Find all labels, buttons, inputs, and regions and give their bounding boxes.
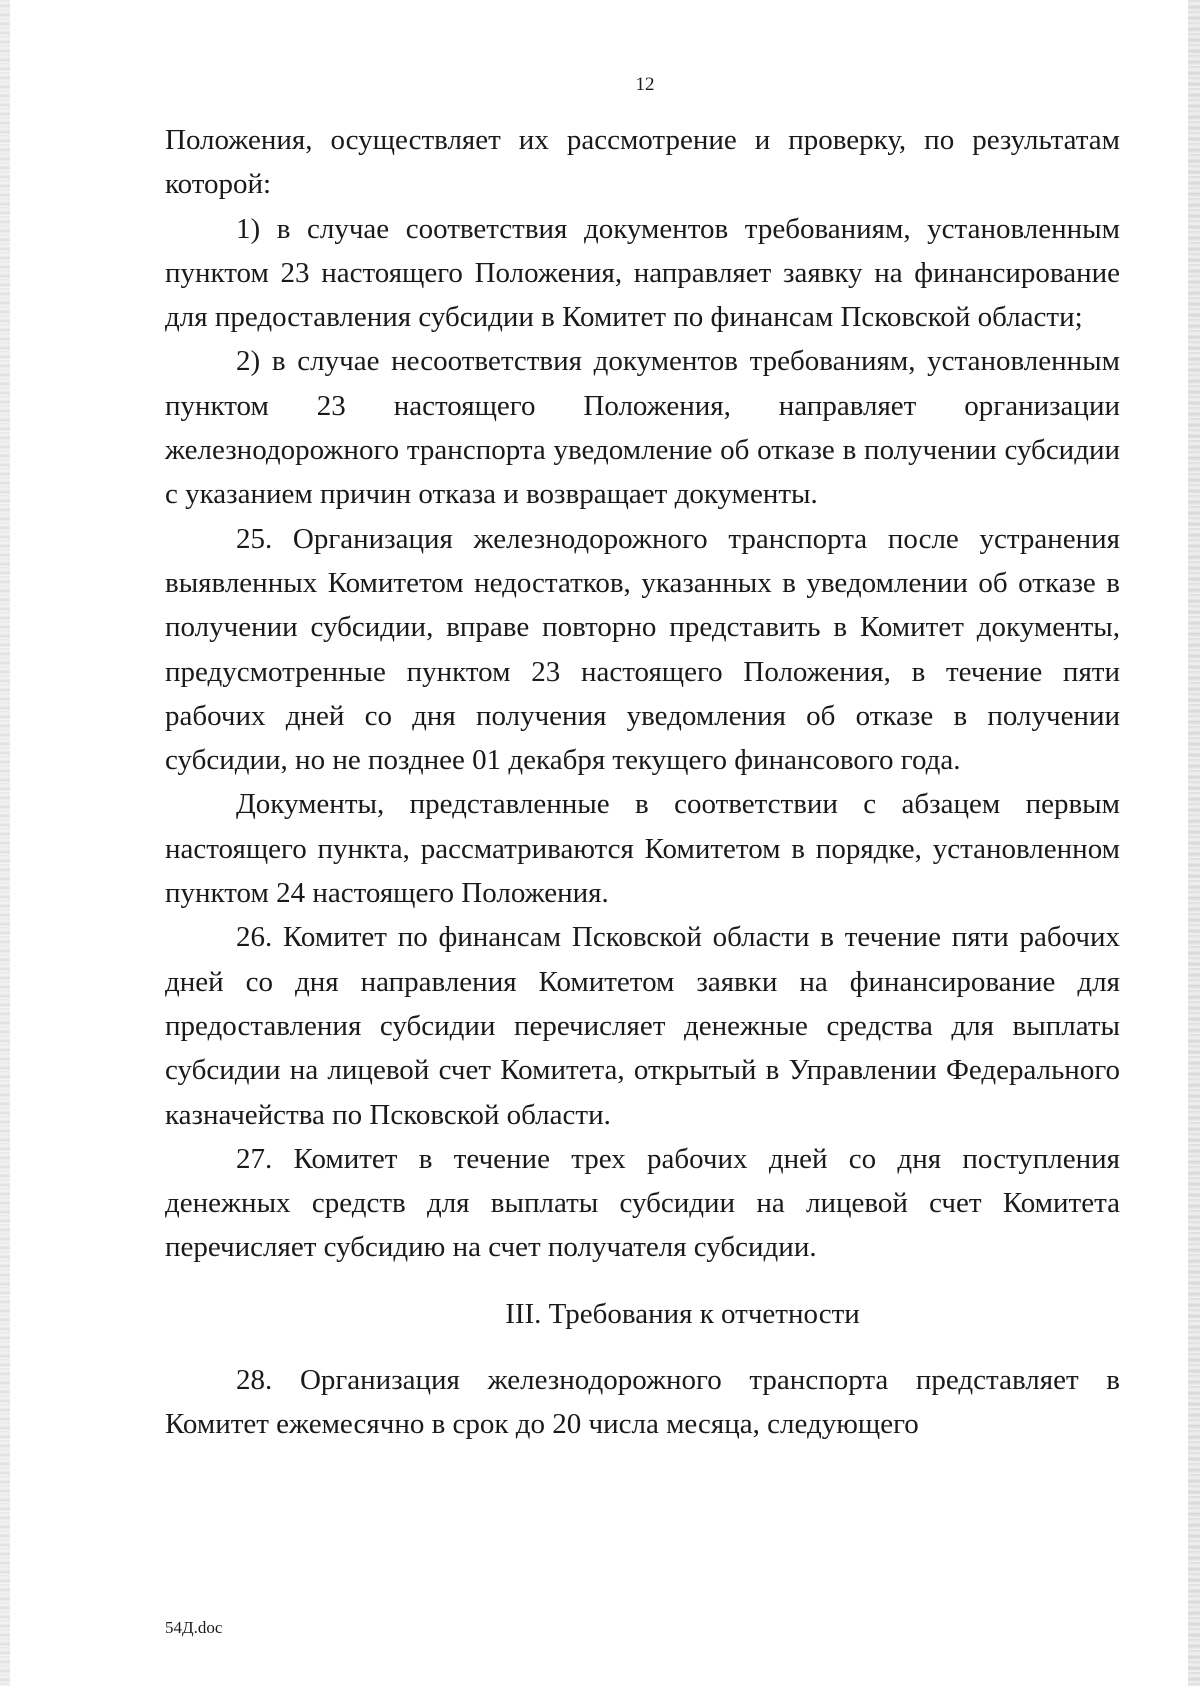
paragraph-27: 27. Комитет в течение трех рабочих дней со дня поступления денежных средств для выплаты субсидии на лицевой счет Комитета перечисляет субсидию на счет получателя субсидии. [165, 1142, 1120, 1264]
file-name-footer: 54Д.doc [165, 1618, 223, 1637]
paragraph-item-1: 1) в случае соответствия документов требованиям, установленным пунктом 23 настоящего Положения, направляет заявку на финансирование для предоставления субсидии в Комитет по финансам Псковской области; [165, 212, 1120, 334]
paragraph-continuation: Положения, осуществляет их рассмотрение и проверку, по результатам которой: [165, 124, 1120, 201]
document-body [165, 118, 1120, 1447]
scan-edge-right [1188, 0, 1200, 1686]
paragraph-25: 25. Организация железнодорожного транспорта после устранения выявленных Комитетом недостатков, указанных в уведомлении об отказе в получении субсидии, вправе повторно представить в Комитет документы, предусмотренные пунктом 23 настоящего Положения, в течение пяти рабочих дней со дня получения уведомления об отказе в получении субсидии, но не позднее 01 декабря текущего финансового года. [165, 522, 1120, 777]
page-number: 12 [635, 74, 655, 95]
paragraph-item-2: 2) в случае несоответствия документов требованиям, установленным пунктом 23 настоящего Положения, направляет организации железнодорожного транспорта уведомление об отказе в получении субсидии с указанием причин отказа и возвращает документы. [165, 345, 1120, 511]
paragraph-28: 28. Организация железнодорожного транспорта представляет в Комитет ежемесячно в срок до 20 числа месяца, следующего [165, 1364, 1120, 1441]
scan-edge-left [0, 0, 10, 1686]
paragraph-25-second: Документы, представленные в соответствии с абзацем первым настоящего пункта, рассматриваются Комитетом в порядке, установленном пунктом 24 настоящего Положения. [165, 788, 1120, 910]
paragraph-26: 26. Комитет по финансам Псковской области в течение пяти рабочих дней со дня направления Комитетом заявки на финансирование для предоставления субсидии перечисляет денежные средства для выплаты субсидии на лицевой счет Комитета, открытый в Управлении Федерального казначейства по Псковской области. [165, 921, 1120, 1131]
section-heading: III. Требования к отчетности [505, 1297, 860, 1330]
